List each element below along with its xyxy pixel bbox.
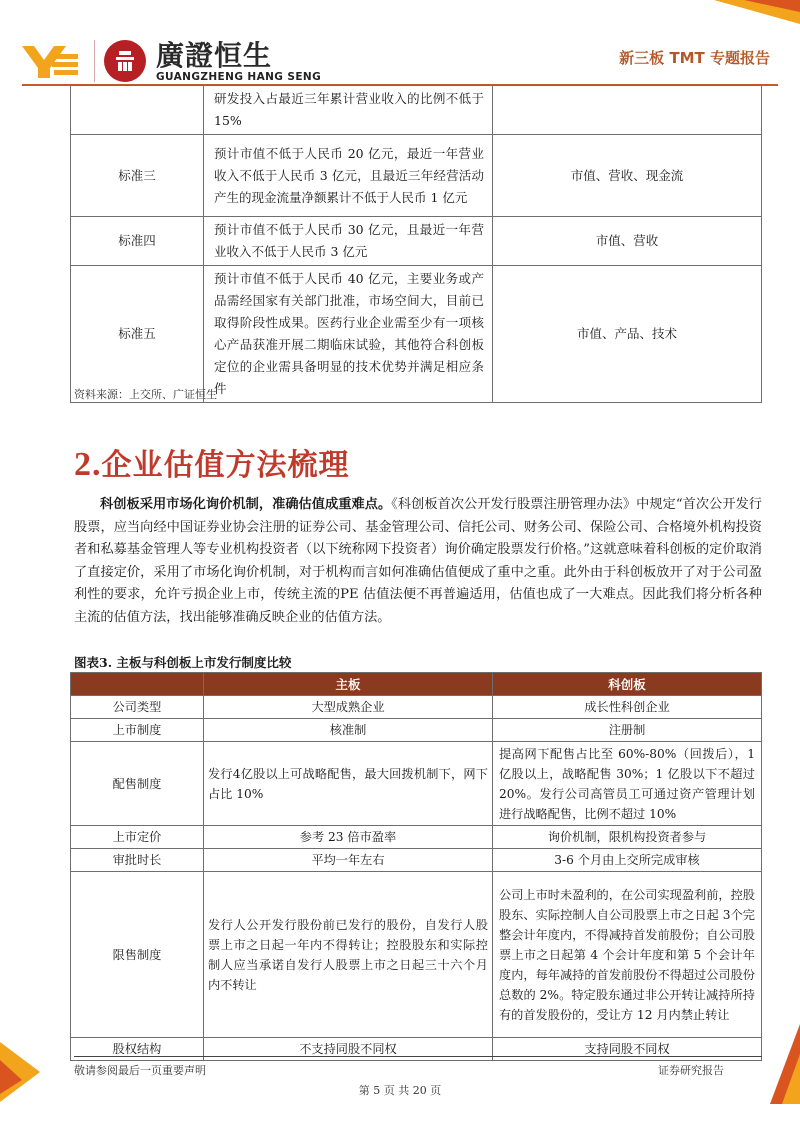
table-row (71, 872, 762, 1038)
table-row (71, 849, 762, 872)
table-cell: 询价机制，限机构投资者参与 (493, 826, 762, 849)
page-number: 第 5 页 共 20 页 (358, 1084, 442, 1097)
footer-rule (74, 1056, 762, 1057)
table-cell: 公司上市时未盈利的，在公司实现盈利前，控股股东、实际控制人自公司股票上市之日起 3个完整会计年度内，不得减持首发前股份；自公司股票上市之日起第 4 个会计年度和第 5 个会计年度内，每年减持的首发前股份不得超过公司股份总数的 2%。特定股东通过非公开转让减持所持有的首发股份的，受让方 12 月内禁止转让 (493, 872, 762, 1038)
section-title: 企业估值方法梳理 (101, 448, 350, 483)
table-cell: 市值、产品、技术 (493, 266, 762, 403)
table-row (71, 742, 762, 826)
table-cell: 提高网下配售占比至 60%-80%（回拨后），1 亿股以上，战略配售 30%；1 亿股以下不超过 20%。发行公司高管员工可通过资产管理计划进行战略配售，比例不超过 10% (493, 742, 762, 826)
figure-caption: 图表3. 主板与科创板上市发行制度比较 (74, 655, 292, 670)
listing-standards-table (70, 85, 762, 403)
paragraph-body: 《科创板首次公开发行股票注册管理办法》中规定“首次公开发行股票，应当向经中国证券业协会注册的证券公司、基金管理公司、信托公司、财务公司、保险公司、合格境外机构投资者和私募基金管理人等专业机构投资者（以下统称网下投资者）询价确定股票发行价格。”这就意味着科创板的定价取消了直接定价，采用了市场化询价机制，对于机构而言如何准确估值便成了重中之重。此外由于科创板放开了对于公司盈利性的要求，允许亏损企业上市，传统主流的PE 估值法便不再普遍适用，估值也成了一大难点。因此我们将分析各种主流的估值方法，找出能够准确反映企业的估值方法。 (74, 497, 762, 625)
table-cell (71, 86, 204, 135)
table-cell: 参考 23 倍市盈率 (204, 826, 493, 849)
table-cell: 预计市值不低于人民币 40 亿元，主要业务或产品需经国家有关部门批准，市场空间大，目前已取得阶段性成果。医药行业企业需至少有一项核心产品获准开展二期临床试验，其他符合科创板定位的企业需具备明显的技术优势并满足相应条件 (204, 266, 493, 403)
section-heading (74, 440, 350, 484)
table-cell: 研发投入占最近三年累计营业收入的比例不低于15% (204, 86, 493, 135)
source-note: 资料来源：上交所、广证恒生 (74, 388, 217, 401)
table-cell: 公司类型 (71, 696, 204, 719)
table-cell: 成长性科创企业 (493, 696, 762, 719)
table-cell: 预计市值不低于人民币 20 亿元，最近一年营业收入不低于人民币 3 亿元，且最近三年经营活动产生的现金流量净额累计不低于人民币 1 亿元 (204, 135, 493, 217)
table-cell: 预计市值不低于人民币 30 亿元，且最近一年营业收入不低于人民币 3 亿元 (204, 217, 493, 266)
table-cell: 注册制 (493, 719, 762, 742)
table-row (71, 217, 762, 266)
header-separator (94, 40, 95, 82)
table-row (71, 135, 762, 217)
table-header-row (71, 673, 762, 696)
table-cell: 平均一年左右 (204, 849, 493, 872)
brand-name-en: GUANGZHENG HANG SENG (156, 71, 322, 83)
table-cell: 标准五 (71, 266, 204, 403)
table-header-cell: 科创板 (493, 673, 762, 696)
table-cell: 股权结构 (71, 1038, 204, 1061)
table-cell (493, 86, 762, 135)
paragraph-lead: 科创板采用市场化询价机制，准确估值成重难点。 (100, 497, 392, 512)
brand-name-cn: 廣證恒生 (156, 39, 273, 72)
body-paragraph (74, 494, 762, 629)
table-cell: 标准四 (71, 217, 204, 266)
footer-disclaimer: 敬请参阅最后一页重要声明 (74, 1064, 206, 1077)
table-cell: 限售制度 (71, 872, 204, 1038)
table-row (71, 696, 762, 719)
comparison-table (70, 672, 762, 1061)
corner-decoration-icon (714, 0, 800, 24)
table-cell: 发行4亿股以上可战略配售，最大回拨机制下，网下占比 10% (204, 742, 493, 826)
table-cell: 市值、营收 (493, 217, 762, 266)
ye-logo-icon (22, 40, 80, 80)
table-cell: 上市定价 (71, 826, 204, 849)
table-cell: 审批时长 (71, 849, 204, 872)
table-cell: 标准三 (71, 135, 204, 217)
table-cell: 3-6 个月由上交所完成审核 (493, 849, 762, 872)
table-cell: 发行人公开发行股份前已发行的股份，自发行人股票上市之日起一年内不得转让；控股股东和实际控制人应当承诺自发行人股票上市之日起三十六个月内不转让 (204, 872, 493, 1038)
table-row (71, 86, 762, 135)
table-cell: 配售制度 (71, 742, 204, 826)
table-cell: 支持同股不同权 (493, 1038, 762, 1061)
table-cell: 市值、营收、现金流 (493, 135, 762, 217)
table-header-cell (71, 673, 204, 696)
gzhs-seal-icon (104, 40, 146, 82)
table-row (71, 826, 762, 849)
table-row (71, 719, 762, 742)
report-type: 新三板 TMT 专题报告 (619, 49, 770, 67)
table-cell: 大型成熟企业 (204, 696, 493, 719)
table-row (71, 266, 762, 403)
table-cell: 核准制 (204, 719, 493, 742)
corner-decoration-icon (770, 1024, 800, 1104)
table-row (71, 1038, 762, 1061)
corner-decoration-icon (0, 1042, 40, 1102)
table-cell: 不支持同股不同权 (204, 1038, 493, 1061)
table-header-cell: 主板 (204, 673, 493, 696)
table-cell: 上市制度 (71, 719, 204, 742)
footer-report-type: 证券研究报告 (658, 1064, 724, 1077)
section-number: 2. (74, 446, 102, 483)
